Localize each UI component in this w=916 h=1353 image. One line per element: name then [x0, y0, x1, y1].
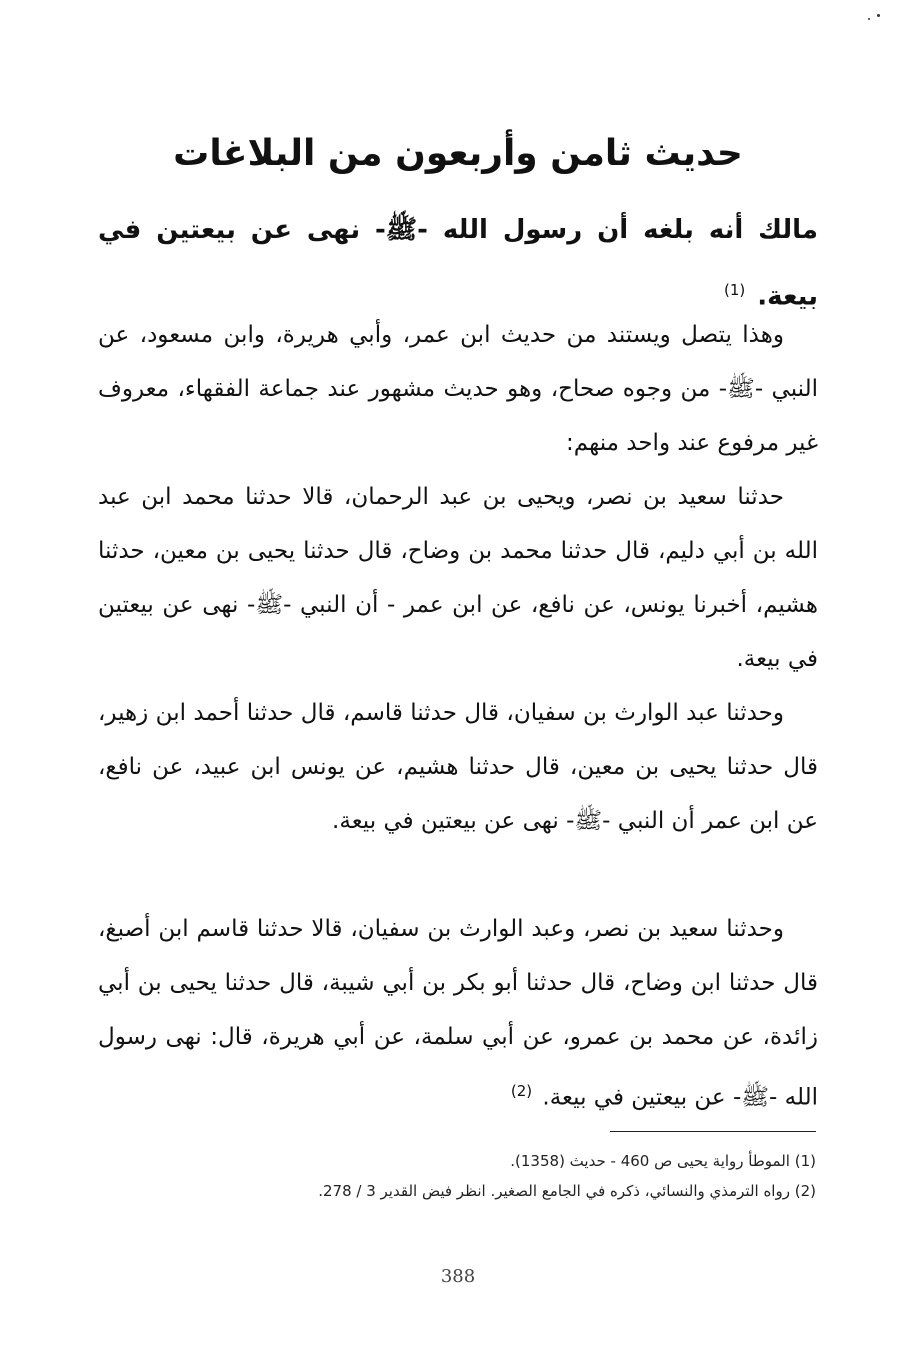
- footnote-ref: (2): [510, 1082, 533, 1100]
- hadith-lead-text: مالك أنه بلغه أن رسول الله -ﷺ- نهى عن بيعتين في بيعة.: [98, 215, 818, 312]
- scan-speck: [877, 14, 880, 17]
- paragraph: [98, 308, 818, 470]
- chapter-title: حديث ثامن وأربعون من البلاغات: [173, 133, 743, 174]
- footnote-1: (1) الموطأ رواية يحيى ص 460 - حديث (1358).: [510, 1152, 816, 1170]
- paragraph: [98, 686, 818, 848]
- scan-speck: [868, 18, 870, 20]
- paragraph-text: وهذا يتصل ويستند من حديث ابن عمر، وأبي هريرة، وابن مسعود، عن النبي -ﷺ- من وجوه صحاح، وهو حديث مشهور عند جماعة الفقهاء، معروف غير مرفوع عند واحد منهم:: [98, 322, 818, 456]
- paragraph: [98, 902, 818, 1125]
- paragraph-text: حدثنا سعيد بن نصر، ويحيى بن عبد الرحمان، قالا حدثنا محمد ابن عبد الله بن أبي دليم، قال حدثنا محمد بن وضاح، قال حدثنا يحيى بن معين، حدثنا هشيم، أخبرنا يونس، عن نافع، عن ابن عمر - أن النبي -ﷺ- نهى عن بيعتين في بيعة.: [98, 484, 818, 672]
- paragraph-text: وحدثنا سعيد بن نصر، وعبد الوارث بن سفيان، قالا حدثنا قاسم ابن أصبغ، قال حدثنا ابن وضاح، قال حدثنا أبو بكر بن أبي شيبة، قال حدثنا يحيى بن أبي زائدة، عن محمد بن عمرو، عن أبي سلمة، عن أبي هريرة، قال: نهى رسول الله -ﷺ- عن بيعتين في بيعة.: [98, 916, 818, 1111]
- page-number: 388: [440, 1266, 476, 1287]
- footnote-divider: [610, 1131, 816, 1132]
- paragraph: [98, 470, 818, 686]
- paragraph-text: وحدثنا عبد الوارث بن سفيان، قال حدثنا قاسم، قال حدثنا أحمد ابن زهير، قال حدثنا يحيى بن معين، قال حدثنا هشيم، عن يونس ابن عبيد، عن نافع، عن ابن عمر أن النبي -ﷺ- نهى عن بيعتين في بيعة.: [98, 700, 818, 834]
- footnote-ref: (1): [723, 281, 746, 299]
- footnote-2: (2) رواه الترمذي والنسائي، ذكره في الجامع الصغير. انظر فيض القدير 3 / 278.: [318, 1182, 816, 1200]
- footnotes: [96, 1146, 816, 1206]
